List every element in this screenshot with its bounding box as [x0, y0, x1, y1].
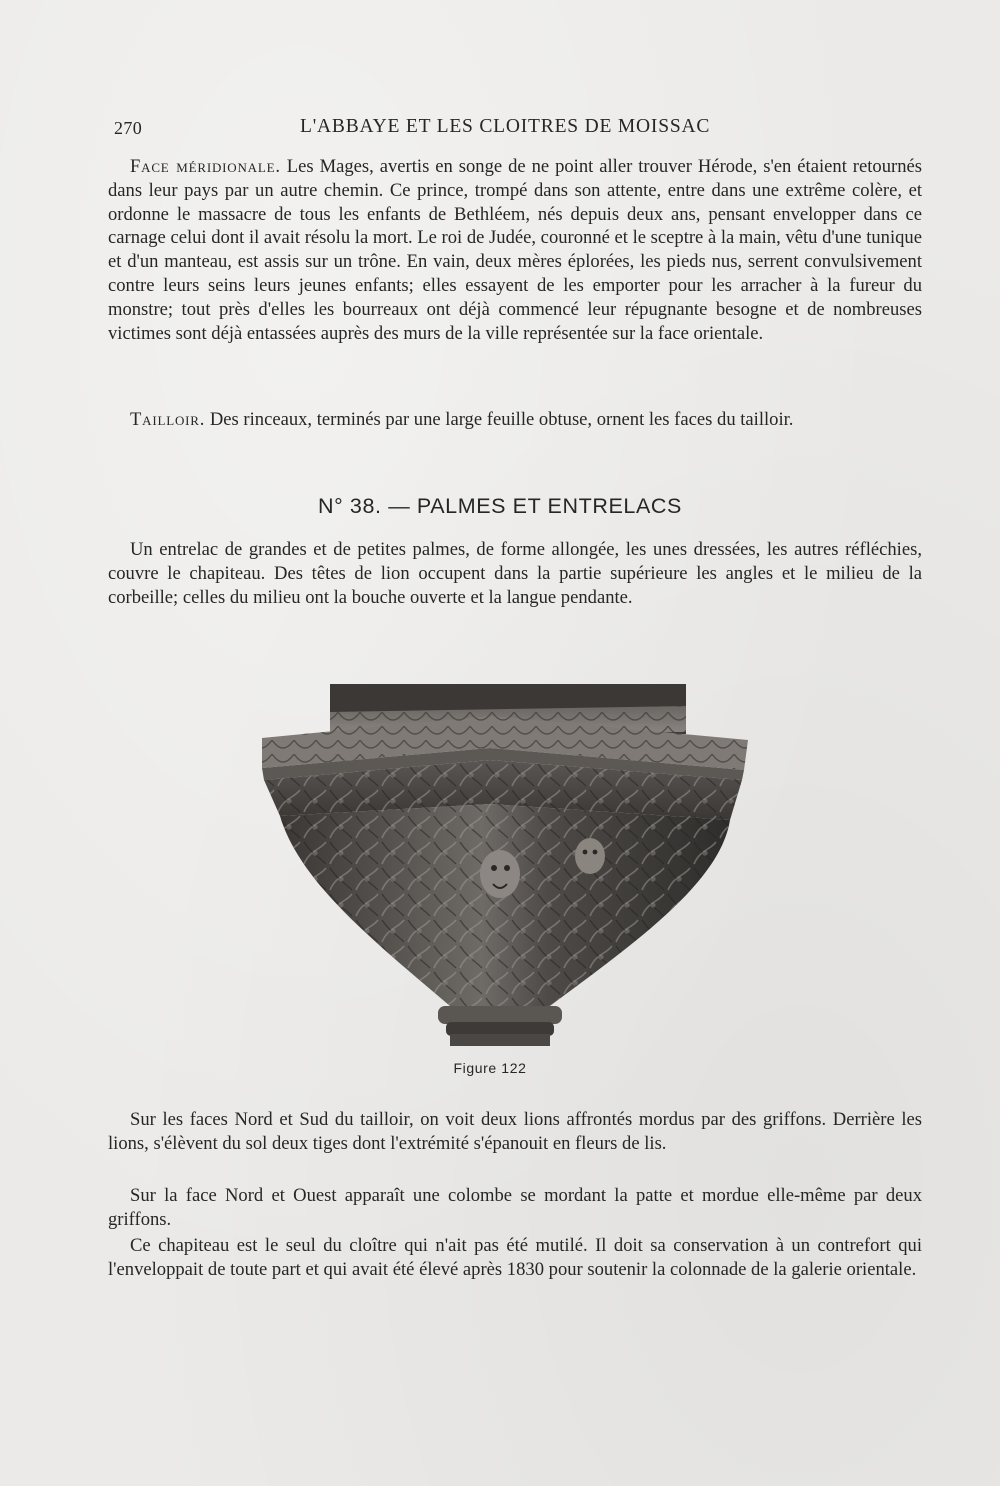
section-intro: Un entrelac de grandes et de petites palmes, de forme allongée, les unes dressées, les autres réfléchies, couvre le chapiteau. Des têtes de lion occupent dans la partie supérieure les angles et le milieu de la corbeille; celles du milieu ont la bouche ouverte et la langue pendante. [108, 539, 922, 608]
paragraph-face-nord-ouest: Sur la face Nord et Ouest apparaît une colombe se mordant la patte et mordue elle-même par deux griffons. [108, 1185, 922, 1230]
capital-photo-illustration [250, 684, 760, 1058]
paragraph-text: Des rinceaux, terminés par une large feuille obtuse, ornent les faces du tailloir. [205, 409, 794, 430]
paragraph-conservation: Ce chapiteau est le seul du cloître qui n'ait pas été mutilé. Il doit sa conservation à un contrefort qui l'enveloppait de toute part et qui avait été élevé après 1830 pour soutenir la colonnade de la galerie orientale. [108, 1235, 922, 1280]
astragal-ring [438, 1006, 562, 1024]
lion-head-corner [575, 838, 605, 874]
paragraph-face-meridionale [108, 155, 922, 345]
page-number: 270 [114, 118, 143, 138]
paragraph-lead: Tailloir. [130, 409, 206, 430]
section-heading: N° 38. — PALMES ET ENTRELACS [318, 494, 682, 518]
figure-caption: Figure 122 [453, 1060, 527, 1076]
paragraph-tailloir [108, 408, 922, 432]
running-head [114, 116, 914, 142]
paragraph-text: Les Mages, avertis en songe de ne point aller trouver Hérode, s'en étaient retournés dans leur pays par un autre chemin. Ce prince, trompé dans son attente, entre dans une extrême colère, et ordonne le massacre de tous les enfants de Bethléem, nés depuis deux ans, pensant envelopper dans ce carnage celui dont il avait résolu la mort. Le roi de Judée, couronné et le sceptre à la main, vêtu d'une tunique et d'un manteau, est assis sur un trône. En vain, deux mères éplorées, les pieds nus, serrent convulsivement contre leurs seins leurs jeunes enfants; elles essayent de les emporter pour les arracher à la fureur du monstre; tout près d'elles les bourreaux ont déjà commencé leur répugnante besogne et de nombreuses victimes sont déjà entassées auprès des murs de la ville représentée sur la face orientale. [108, 156, 922, 344]
book-title: L'ABBAYE ET LES CLOITRES DE MOISSAC [300, 116, 711, 137]
lion-head-center [480, 850, 520, 898]
paragraph-faces-nord-sud: Sur les faces Nord et Sud du tailloir, on voit deux lions affrontés mordus par des griffons. Derrière les lions, s'élèvent du sol deux tiges dont l'extrémité s'épanouit en fleurs de lis. [108, 1109, 922, 1154]
paragraph-lead: Face méridionale. [130, 156, 281, 177]
figure-capital-photo [250, 684, 760, 1058]
